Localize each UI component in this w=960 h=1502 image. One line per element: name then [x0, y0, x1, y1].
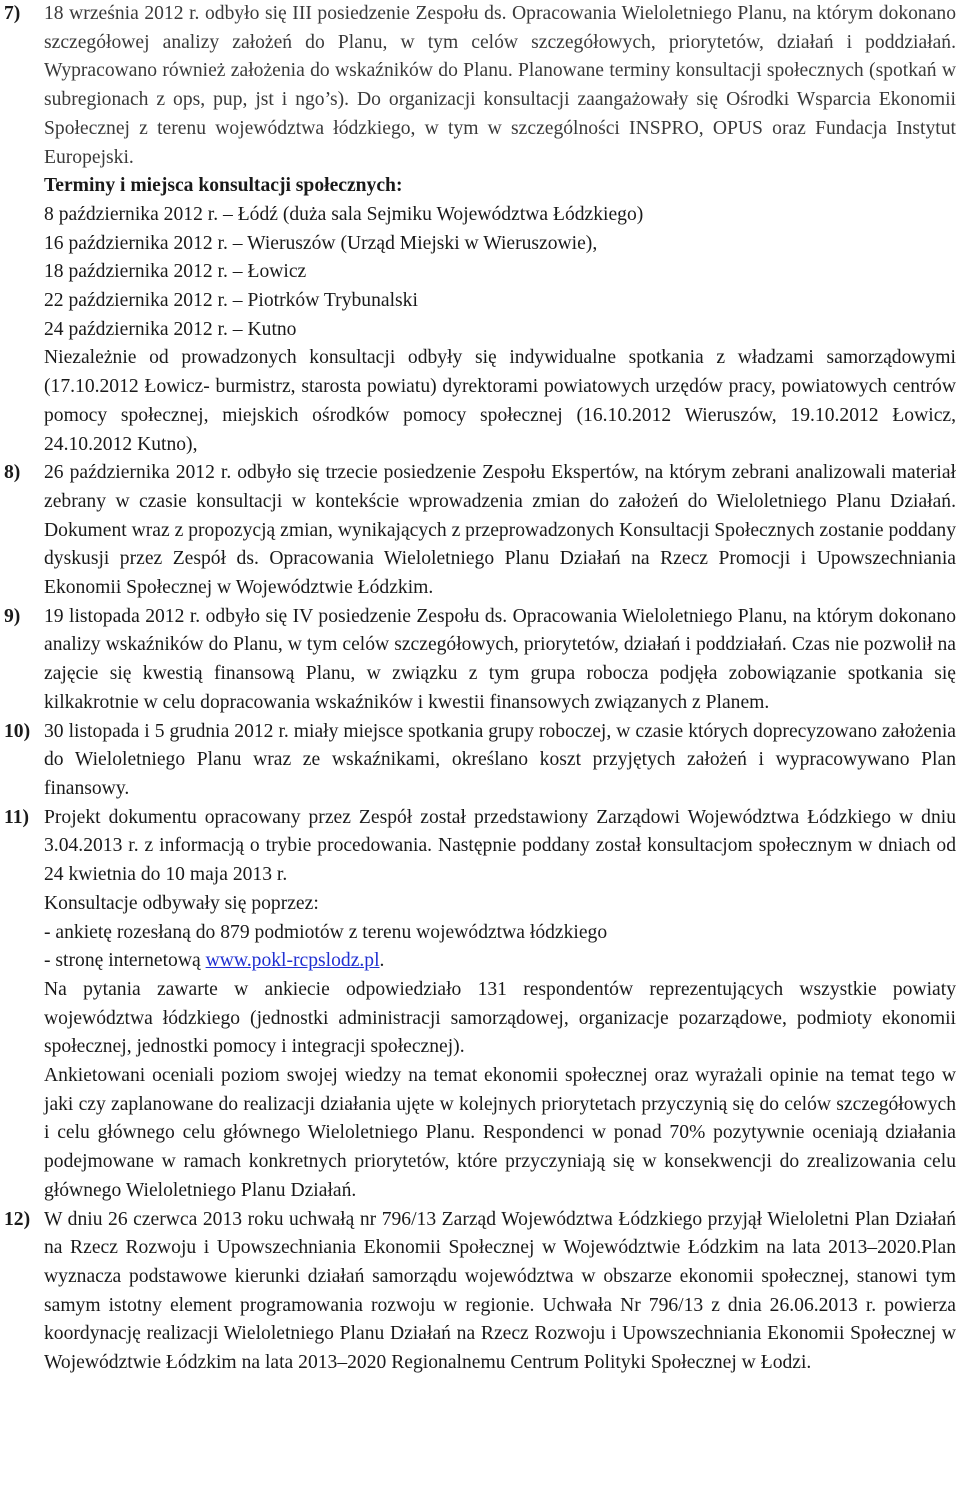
item-number: 11) — [4, 806, 30, 828]
list-item-10 — [0, 718, 960, 804]
consultation-date-3: 18 października 2012 r. – Łowicz — [44, 261, 307, 283]
consultation-date-2: 16 października 2012 r. – Wieruszów (Urząd Miejski w Wieruszowie), — [44, 232, 598, 254]
consultation-date-4: 22 października 2012 r. – Piotrków Trybunalski — [44, 290, 418, 312]
consultation-date-1: 8 października 2012 r. – Łódź (duża sala Sejmiku Województwa Łódzkiego) — [44, 203, 644, 225]
paragraph: Na pytania zawarte w ankiecie odpowiedziało 131 respondentów reprezentujących wszystkie powiaty województwa łódzkiego (jednostki administracji samorządowej, organizacje pozarządowe, podmioty ekonomii społecznej, jednostki pomocy i integracji społecznej). — [44, 978, 956, 1058]
consultation-method-survey: - ankietę rozesłaną do 879 podmiotów z terenu województwa łódzkiego — [44, 921, 608, 943]
item-number: 9) — [4, 605, 21, 627]
item-number: 7) — [4, 3, 21, 24]
website-link[interactable]: www.pokl-rcpslodz.pl — [205, 950, 380, 972]
paragraph: 19 listopada 2012 r. odbyło się IV posiedzenie Zespołu ds. Opracowania Wieloletniego Planu, na którym dokonano analizy wskaźników do Planu, w tym celów szczegółowych, priorytetów, działań i poddziałań. Czas nie pozwolił na zajęcie się kwestią finansową Planu, w związku z tym grupa robocza podjęła zobowiązanie spotkania się kilkakrotnie w celu dopracowania wskaźników i kwestii finansowych związanych z Planem. — [44, 605, 956, 713]
item-number: 12) — [4, 1208, 31, 1230]
paragraph: Ankietowani oceniali poziom swojej wiedzy na temat ekonomii społecznej oraz wyrażali opinie na temat tego w jaki czy zaplanowane do realizacji działania ujęte w kolejnych priorytetach przyczynią się do celów szczegółowych i celu głównego celu głównego Wieloletniego Planu. Respondenci w ponad 70% pozytywnie oceniają działania podejmowane w ramach konkretnych priorytetów, które przyczyniają się w konsekwencji do zrealizowania celu głównego Wieloletniego Planu Działań. — [44, 1065, 956, 1201]
consultation-method-website — [44, 947, 956, 976]
item-number: 10) — [4, 720, 31, 742]
consultation-intro: Konsultacje odbywały się poprzez: — [44, 892, 319, 914]
list-item-11 — [0, 804, 960, 1206]
paragraph: Niezależnie od prowadzonych konsultacji odbyły się indywidualne spotkania z władzami samorządowymi (17.10.2012 Łowicz- burmistrz, starosta powiatu) dyrektorami powiatowych urzędów pracy, powiatowych centrów pomocy społecznej, miejskich ośrodków pomocy społecznej (16.10.2012 Wieruszów, 19.10.2012 Łowicz, 24.10.2012 Kutno), — [44, 347, 956, 455]
paragraph: 18 września 2012 r. odbyło się III posiedzenie Zespołu ds. Opracowania Wieloletniego Planu, na którym dokonano szczegółowej analizy założeń do Planu, w tym celów szczegółowych, priorytetów, działań i poddziałań. Wypracowano również założenia do wskaźników do Planu. Planowane terminy konsultacji społecznych (spotkań w subregionach z ops, pup, jst i ngo’s). Do organizacji konsultacji zaangażowały się Ośrodki Wsparcia Ekonomii Społecznej z terenu województwa łódzkiego, w tym w szczególności INSPRO, OPUS oraz Fundacja Instytut Europejski. — [44, 3, 956, 168]
paragraph: Projekt dokumentu opracowany przez Zespół został przedstawiony Zarządowi Województwa Łódzkiego w dniu 3.04.2013 r. z informacją o trybie procedowania. Następnie poddany został konsultacjom społecznym w dniach od 24 kwietnia do 10 maja 2013 r. — [44, 806, 956, 886]
paragraph: W dniu 26 czerwca 2013 roku uchwałą nr 796/13 Zarząd Województwa Łódzkiego przyjął Wieloletni Plan Działań na Rzecz Rozwoju i Upowszechniania Ekonomii Społecznej w Województwie Łódzkim na lata 2013–2020.Plan wyznacza podstawowe kierunki działań samorządu województwa w obszarze ekonomii społecznej, stanowi tym samym istotny element programowania rozwoju w regionie. Uchwała Nr 796/13 z dnia 26.06.2013 r. powierza koordynację realizacji Wieloletniego Planu Działań na Rzecz Rozwoju i Upowszechniania Ekonomii Społecznej w Województwie Łódzkim na lata 2013–2020 Regionalnemu Centrum Polityki Społecznej w Łodzi. — [44, 1208, 956, 1374]
list-item-8 — [0, 459, 960, 603]
item-number: 8) — [4, 462, 21, 484]
section-heading: Terminy i miejsca konsultacji społecznych: — [44, 175, 403, 197]
paragraph: 30 listopada i 5 grudnia 2012 r. miały miejsce spotkania grupy roboczej, w czasie których doprecyzowano założenia do Wieloletniego Planu wraz ze wskaźnikami, określano koszt przyjętych założeń i wypracowywano Plan finansowy. — [44, 720, 956, 799]
list-item-7 — [0, 0, 960, 459]
paragraph: 26 października 2012 r. odbyło się trzecie posiedzenie Zespołu Ekspertów, na którym zebrani analizowali materiał zebrany w czasie konsultacji w kontekście wprowadzenia zmian do założeń do Wieloletniego Planu Działań. Dokument wraz z propozycją zmian, wynikających z przeprowadzonych Konsultacji Społecznych zostanie poddany dyskusji przez Zespół ds. Opracowania Wieloletniego Planu Działań na Rzecz Promocji i Upowszechniania Ekonomii Społecznej w Województwie Łódzkim. — [44, 462, 956, 599]
list-item-12 — [0, 1206, 960, 1378]
consultation-date-5: 24 października 2012 r. – Kutno — [44, 318, 297, 340]
website-suffix: . — [379, 950, 385, 972]
list-item-9 — [0, 603, 960, 718]
website-prefix: - stronę internetową — [44, 950, 206, 972]
